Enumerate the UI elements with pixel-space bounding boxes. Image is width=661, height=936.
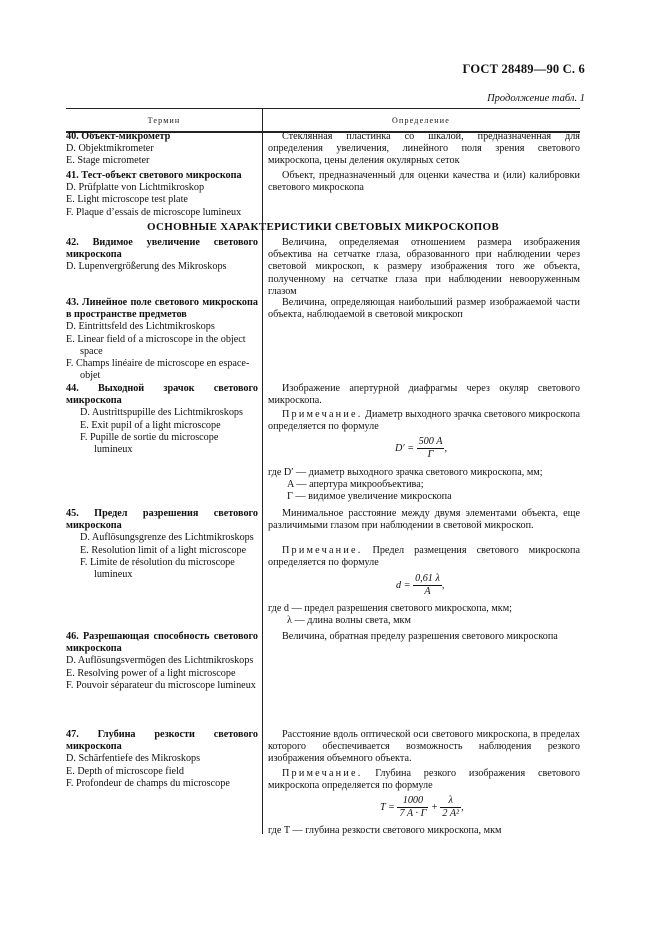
term-45: [66, 508, 258, 581]
formula-denominator: Г: [427, 449, 434, 461]
definition-46: Величина, обратная пределу разрешения светового микроскопа: [282, 631, 558, 642]
formula-denominator-2: 2 A²: [442, 808, 460, 820]
term-41: [66, 170, 258, 219]
term-47: [66, 729, 258, 790]
term-lang: E. Stage micrometer: [66, 155, 150, 167]
formula-numerator: 1000: [397, 795, 428, 808]
term-lang: E. Exit pupil of a light microscope: [80, 419, 221, 431]
note-text: Глубина резкого изображения светового микроскопа определяется по формуле: [268, 768, 581, 792]
term-42: [66, 237, 258, 274]
term-lang: E. Depth of microscope field: [66, 765, 184, 777]
term-40: [66, 131, 258, 168]
note-45: [268, 545, 580, 569]
term-lang: D. Auflösungsvermögen des Lichtmikroskops: [66, 655, 254, 667]
formula-numerator-2: λ: [440, 795, 461, 808]
formula-denominator: 7 A · Г: [399, 808, 427, 820]
formula-plus: +: [430, 802, 438, 814]
formula-lhs: d =: [396, 580, 411, 592]
term-lang: D. Prüfplatte von Lichtmikroskop: [66, 182, 205, 194]
term-lang: E. Resolving power of a light microscope: [66, 667, 236, 679]
term-lang: F. Plaque d’essais de microscope lumineux: [66, 206, 242, 218]
where-line: A — апертура микрообъектива;: [287, 479, 424, 491]
definition-44: Изображение апертурной диафрагмы через окуляр светового микроскопа.: [268, 383, 580, 407]
term-title: 45. Предел разрешения светового микроскопа: [66, 508, 259, 532]
formula-lhs: T =: [380, 802, 395, 814]
term-lang: F. Pupille de sortie du microscope lumineux: [80, 431, 219, 456]
note-text: Предел размещения светового микроскопа определяется по формуле: [268, 545, 581, 569]
definition-45: Минимальное расстояние между двумя элементами объекта, еще различимыми глазом при наблюдении в световой микроскоп.: [268, 508, 580, 532]
term-lang: D. Lupenvergrößerung des Mikroskops: [66, 261, 227, 273]
formula-45: [396, 573, 444, 598]
term-title: 47. Глубина резкости светового микроскопа: [66, 729, 258, 753]
term-lang: D. Schärfentiefe des Mikroskops: [66, 753, 201, 765]
column-header-definition: Определение: [392, 116, 450, 125]
formula-numerator: 0,61 λ: [413, 573, 442, 586]
formula-denominator: A: [424, 586, 431, 598]
term-lang: D. Eintrittsfeld des Lichtmikroskops: [66, 321, 215, 333]
term-title: 40. Объект-микрометр: [66, 131, 171, 142]
definition-40: Стеклянная пластинка со шкалой, предназначенная для определения увеличения, линейного поля зрения светового микроскопа, цены деления окулярных сеток: [268, 131, 580, 167]
where-44: [268, 467, 588, 504]
term-46: [66, 631, 258, 692]
term-lang: D. Austrittspupille des Lichtmikroskops: [80, 407, 243, 419]
term-title: 42. Видимое увеличение светового микроскопа: [66, 237, 258, 261]
formula-tail: ,: [461, 802, 464, 814]
term-lang: F. Profondeur de champs du microscope: [66, 777, 230, 789]
note-text: Диаметр выходного зрачка светового микроскопа определяется по формуле: [268, 409, 580, 433]
definition-41: Объект, предназначенный для оценки качества и (или) калибровки светового микроскопа: [268, 170, 580, 194]
term-lang: F. Pouvoir séparateur du microscope lumineux: [66, 679, 256, 691]
term-title: 43. Линейное поле светового микроскопа в пространстве предметов: [66, 297, 258, 321]
term-lang: F. Champs linéaire de microscope en espace-objet: [66, 358, 250, 382]
term-lang: E. Light microscope test plate: [66, 194, 188, 206]
definition-42: Величина, определяемая отношением размера изображения объектива на сетчатке глаза, образованного при наблюдении через световой микроскоп, к размеру изображения того же объекта, полученному на сетчатке глаза при наблюдении невооруженным глазом: [268, 237, 580, 297]
where-line: Г — видимое увеличение микроскопа: [287, 491, 452, 503]
section-title: ОСНОВНЫЕ ХАРАКТЕРИСТИКИ СВЕТОВЫХ МИКРОСКОПОВ: [146, 221, 500, 233]
column-divider: [262, 108, 263, 834]
term-title: 44. Выходной зрачок светового микроскопа: [66, 383, 258, 407]
formula-numerator: 500 A: [417, 436, 445, 449]
formula-tail: ,: [444, 443, 447, 455]
formula-lhs: D′ =: [395, 443, 415, 455]
note-44: [268, 409, 580, 433]
where-line: где D′ — диаметр выходного зрачка светового микроскопа, мм;: [268, 467, 543, 478]
where-line: где d — предел разрешения светового микроскопа, мкм;: [268, 603, 513, 614]
term-lang: D. Objektmikrometer: [66, 143, 154, 155]
term-title: 41. Тест-объект светового микроскопа: [66, 170, 242, 181]
note-label: Примечание.: [282, 409, 363, 420]
column-header-term: Термин: [147, 116, 181, 125]
term-title: 46. Разрешающая способность светового микроскопа: [66, 631, 258, 655]
note-47: [268, 768, 580, 792]
definition-43: Величина, определяющая наибольший размер изображаемой части объекта, наблюдаемой в световой микроскоп: [268, 297, 580, 321]
table-header: [66, 108, 580, 133]
where-47: [268, 825, 588, 837]
formula-tail: ,: [441, 580, 445, 592]
term-43: [66, 297, 258, 382]
term-lang: E. Resolution limit of a light microscope: [80, 544, 247, 556]
note-label: Примечание.: [282, 768, 363, 779]
where-line: λ — длина волны света, мкм: [287, 615, 411, 627]
where-line: где T — глубина резкости светового микроскопа, мкм: [268, 825, 502, 836]
where-45: [268, 603, 588, 627]
table-continuation-note: Продолжение табл. 1: [487, 93, 585, 104]
definition-47: Расстояние вдоль оптической оси светового микроскопа, в пределах которого обеспечивается возможность наблюдения резкого изображения объемного объекта.: [268, 729, 580, 765]
term-lang: D. Auflösungsgrenze des Lichtmikroskops: [80, 532, 254, 544]
term-lang: E. Linear field of a microscope in the object space: [66, 333, 246, 357]
formula-44: [395, 436, 447, 461]
formula-47: [380, 795, 464, 820]
note-label: Примечание.: [282, 545, 363, 556]
term-lang: F. Limite de résolution du microscope lumineux: [80, 556, 235, 581]
document-id: ГОСТ 28489—90 С. 6: [462, 62, 585, 76]
term-44: [66, 383, 258, 456]
